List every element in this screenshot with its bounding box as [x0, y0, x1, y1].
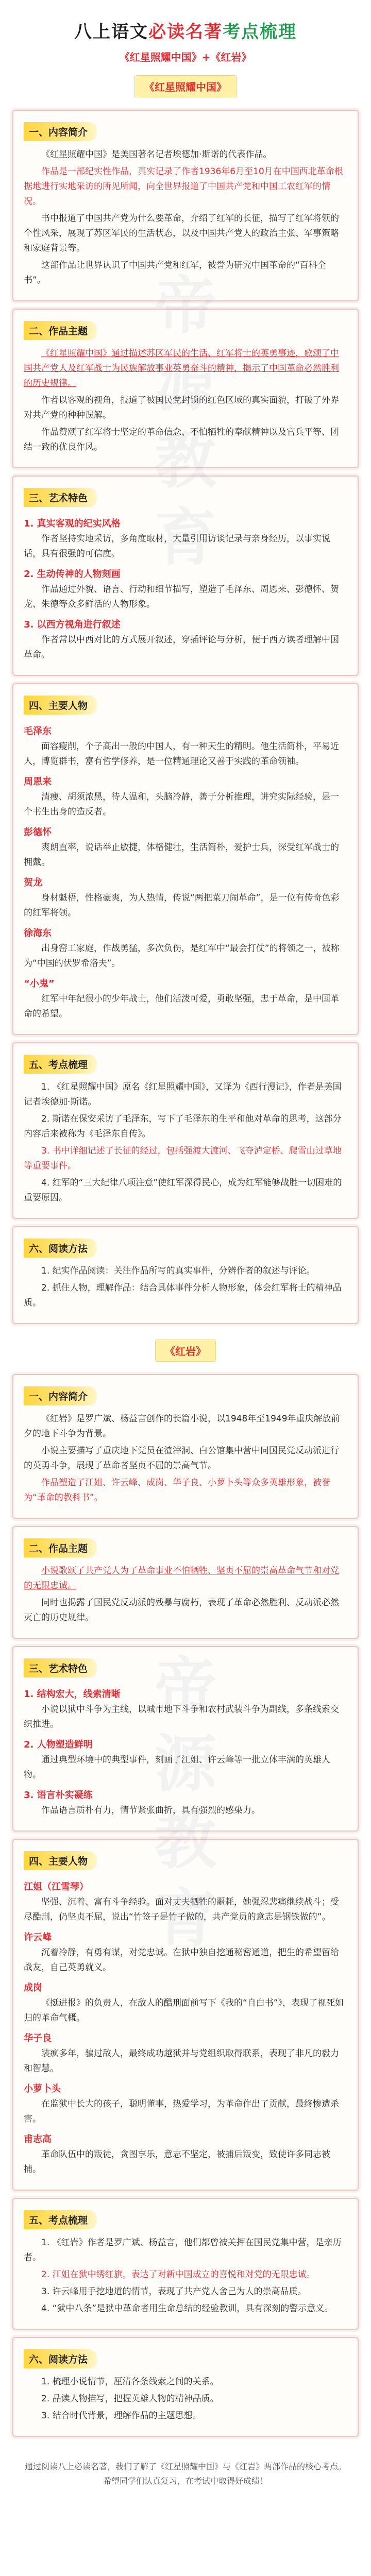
paragraph: 《红岩》是罗广斌、杨益言创作的长篇小说，以1948年至1949年重庆解放前夕的地下斗争为背景。	[24, 1414, 340, 1439]
section-heading: 三、艺术特色	[24, 488, 97, 507]
paragraph: 小说歌颂了共产党人为了革命事业不怕牺牲、坚贞不屈的崇高革命气节和对党的无限忠诚。	[24, 1566, 339, 1591]
sub-heading: 3. 以西方视角进行叙述	[24, 619, 121, 630]
section-heading: 六、阅读方法	[24, 2349, 97, 2368]
paragraph: 出身窑工家庭，作战勇猛，多次负伤，是红军中“最会打仗”的将领之一，被称为“中国的伏罗希洛夫”。	[24, 943, 340, 969]
section-heading: 五、考点梳理	[24, 1055, 97, 1074]
footer	[0, 2444, 371, 2519]
paragraph: 小说主要描写了重庆地下党员在渣滓洞、白公馆集中营中同国民党反动派进行的英勇斗争，展现了革命者坚贞不屈的崇高气节。	[24, 1446, 339, 1471]
books-line: 《红星照耀中国》+《红岩》	[119, 51, 252, 63]
paragraph: 作者以客观的视角，报道了被国民党封锁的红色区域的真实面貌，打破了外界对共产党的种种误解。	[24, 395, 339, 420]
paragraph: 作者坚持实地采访，多角度取材，大量引用访谈记录与亲身经历，以事实说话，具有很强的可信度。	[24, 534, 330, 559]
paragraph: 2. 江姐在狱中绣红旗，表达了对新中国成立的喜悦和对党的无限忠诚。	[41, 2269, 315, 2280]
character-name: 小萝卜头	[24, 2083, 61, 2094]
character-name: 彭德怀	[24, 827, 52, 838]
paragraph: 4. 红军的“三大纪律八项注意”使红军深得民心，成为红军能够战胜一切困难的重要原因。	[24, 1178, 342, 1203]
paragraph: 2. 抓住人物，理解作品：结合具体事件分析人物形象，体会红军将士的精神品质。	[24, 1283, 342, 1308]
paragraph: 2. 斯诺在保安采访了毛泽东，写下了毛泽东的生平和他对革命的思考，这部分内容后来被称为《毛泽东自传》。	[24, 1114, 342, 1139]
paragraph: 《红星照耀中国》是美国著名记者埃德加·斯诺的代表作品。	[41, 149, 272, 160]
sub-heading: 2. 生动传神的人物刻画	[24, 569, 121, 580]
title-mid: 必读名著	[148, 22, 223, 42]
paragraph: 作品通过外貌、语言、行动和细节描写，塑造了毛泽东、周恩来、彭德怀、贺龙、朱德等众多鲜活的人物形象。	[24, 584, 339, 609]
character-name: 徐海东	[24, 928, 52, 939]
sub-heading: 1. 结构宏大，线索清晰	[24, 1689, 121, 1700]
paragraph: 书中报道了中国共产党为什么要革命，介绍了红军的长征，描写了红军将领的个性风采，展现了苏区军民的生活状态，以及中国共产党人的政治主张、军事策略和家庭背景等。	[24, 213, 339, 253]
card-theme-1	[12, 309, 359, 468]
paragraph: 身材魁梧，性格豪爽，为人热情，传说“两把菜刀闹革命”，是一位有传奇色彩的红军将领。	[24, 893, 340, 918]
footer-line: 通过阅读八上必读名著，我们了解了《红星照耀中国》与《红岩》两部作品的核心考点。	[24, 2462, 346, 2471]
paragraph: 坚强、沉着、富有斗争经验。面对丈夫牺牲的噩耗，她强忍悲痛继续战斗；受尽酷刑，仍坚贞不屈，说出“竹签子是竹子做的，共产党员的意志是钢铁做的”。	[24, 1897, 339, 1922]
sub-heading: 3. 语言朴实凝练	[24, 1790, 93, 1801]
title-suffix: 考点梳理	[223, 22, 297, 42]
character-name: 江姐（江雪琴）	[24, 1882, 89, 1892]
paragraph: 革命队伍中的叛徒，贪图享乐，意志不坚定，被捕后叛变，致使许多同志被捕。	[24, 2149, 330, 2175]
paragraph: 面容瘦削，个子高出一般的中国人，有一种天生的精明。他生活简朴，平易近人，博览群书，富有哲学修养，是一位精通理论又善于实践的革命领袖。	[24, 741, 339, 767]
card-exam-2	[12, 2198, 359, 2330]
paragraph: 作品语言质朴有力，情节紧张曲折，具有强烈的感染力。	[41, 1805, 260, 1816]
paragraph: 通过典型环境中的典型事件，刻画了江姐、许云峰等一批立体丰满的英雄人物。	[24, 1755, 330, 1780]
paragraph: 在监狱中长大的孩子，聪明懂事，热爱学习，为革命作出了贡献，最终惨遭杀害。	[24, 2099, 339, 2124]
book-tag-1: 《红星照耀中国》	[134, 75, 237, 97]
card-intro-2	[12, 1374, 359, 1519]
paragraph: 作品塑造了江姐、许云峰、成岗、华子良、小萝卜头等众多英雄形象，被誉为“革命的教科书”。	[24, 1478, 330, 1503]
paragraph: 爽朗直率，说话举止敏捷，体格健壮，生活简朴，爱护士兵，深受红军战士的拥戴。	[24, 842, 339, 868]
paragraph: 装疯多年，骗过敌人，最终成功越狱并与党组织取得联系，表现了非凡的毅力和智慧。	[24, 2048, 339, 2074]
character-name: 甫志高	[24, 2134, 52, 2145]
character-name: “小鬼”	[24, 978, 55, 989]
card-intro-1	[12, 110, 359, 301]
card-art-1	[12, 476, 359, 676]
paragraph: 作品是一部纪实性作品，真实记录了作者1936年6月至10月在中国西北革命根据地进行实地采访的所见所闻，向全世界报道了中国共产党和中国工农红军的情况。	[24, 166, 343, 207]
character-name: 华子良	[24, 2033, 52, 2044]
book-tag-2: 《红岩》	[155, 1340, 216, 1362]
card-chars-2	[12, 1839, 359, 2191]
character-name: 毛泽东	[24, 726, 52, 737]
paragraph: 3. 许云峰用手挖地道的情节，表现了共产党人舍己为人的崇高品质。	[41, 2286, 307, 2297]
paragraph: 小说以狱中斗争为主线，以城市地下斗争和农村武装斗争为副线，多条线索交织推进。	[24, 1704, 339, 1730]
paragraph: 作者常以中西对比的方式展开叙述，穿插评论与分析，便于西方读者理解中国革命。	[24, 635, 339, 660]
sub-heading: 1. 真实客观的纪实风格	[24, 518, 121, 529]
section-heading: 一、内容简介	[24, 1386, 97, 1405]
character-name: 成岗	[24, 1982, 42, 1993]
paragraph: 3. 结合时代背景，理解作品的主题思想。	[41, 2411, 201, 2421]
section-heading: 六、阅读方法	[24, 1239, 97, 1258]
card-tips-2	[12, 2337, 359, 2437]
paragraph: 同时也揭露了国民党反动派的残暴与腐朽，表现了革命必然胜利、反动派必然灭亡的历史规律。	[24, 1598, 339, 1623]
paragraph: 2. 品读人物描写，把握英雄人物的精神品质。	[41, 2394, 219, 2404]
section-heading: 四、主要人物	[24, 696, 97, 715]
section-heading: 一、内容简介	[24, 122, 97, 141]
paragraph: 1. 《红星照耀中国》原名《红星照耀中国》，又译为《西行漫记》，作者是美国记者埃德加·斯诺。	[24, 1082, 342, 1107]
paragraph: 《红星照耀中国》通过描述苏区军民的生活、红军将士的英勇事迹，歌颂了中国共产党人及红军战士为民族解放事业英勇奋斗的精神，揭示了中国革命必然胜利的历史规律。	[24, 348, 339, 388]
card-chars-1	[12, 683, 359, 1035]
section-heading: 二、作品主题	[24, 1538, 97, 1557]
card-exam-1	[12, 1042, 359, 1219]
card-art-2	[12, 1646, 359, 1832]
title-prefix: 八上语文	[74, 22, 148, 42]
paragraph: 1. 梳理小说情节，厘清各条线索之间的关系。	[41, 2377, 219, 2387]
paragraph: 红军中年纪很小的少年战士，他们活泼可爱，勇敢坚强，忠于革命，是中国革命的希望。	[24, 994, 339, 1019]
paragraph: 1. 《红岩》作者是罗广斌、杨益言，他们都曾被关押在国民党集中营，是亲历者。	[24, 2238, 342, 2263]
watermark: 帝	[155, 270, 216, 342]
character-name: 许云峰	[24, 1932, 52, 1943]
paragraph: 作品赞颂了红军将士坚定的革命信念、不怕牺牲的奉献精神以及官兵平等、团结一致的优良作风。	[24, 427, 339, 452]
footer-line: 希望同学们认真复习，在考试中取得好成绩！	[103, 2476, 268, 2486]
character-name: 周恩来	[24, 776, 52, 787]
paragraph: 1. 纪实作品阅读：关注作品所写的真实事件，分辨作者的叙述与评论。	[41, 1266, 315, 1276]
paragraph: 3. 书中详细记述了长征的经过，包括强渡大渡河、飞夺泸定桥、爬雪山过草地等重要事件。	[24, 1146, 342, 1171]
paragraph: 沉着冷静，有勇有谋，对党忠诚。在狱中独自挖通秘密通道，把生的希望留给战友，自己英勇就义。	[24, 1947, 339, 1973]
section-heading: 三、艺术特色	[24, 1658, 97, 1677]
sub-heading: 2. 人物塑造鲜明	[24, 1739, 93, 1750]
card-theme-2	[12, 1526, 359, 1639]
page-title	[0, 18, 371, 43]
paragraph: 这部作品让世界认识了中国共产党和红军，被誉为研究中国革命的“百科全书”。	[24, 260, 326, 285]
paragraph: 《挺进报》的负责人，在敌人的酷刑面前写下《我的“自白书”》，表现了视死如归的革命气概。	[24, 1998, 344, 2023]
section-heading: 五、考点梳理	[24, 2210, 97, 2229]
paragraph: 4. “狱中八条”是狱中革命者用生命总结的经验教训，具有深刻的警示意义。	[41, 2303, 333, 2314]
section-heading: 四、主要人物	[24, 1851, 97, 1870]
page-header	[0, 0, 371, 67]
section-heading: 二、作品主题	[24, 321, 97, 340]
paragraph: 清瘦、胡须浓黑，待人温和，头脑冷静，善于分析推理，讲究实际经验，是一个书生出身的造反者。	[24, 792, 339, 817]
card-tips-1	[12, 1226, 359, 1324]
character-name: 贺龙	[24, 877, 42, 888]
